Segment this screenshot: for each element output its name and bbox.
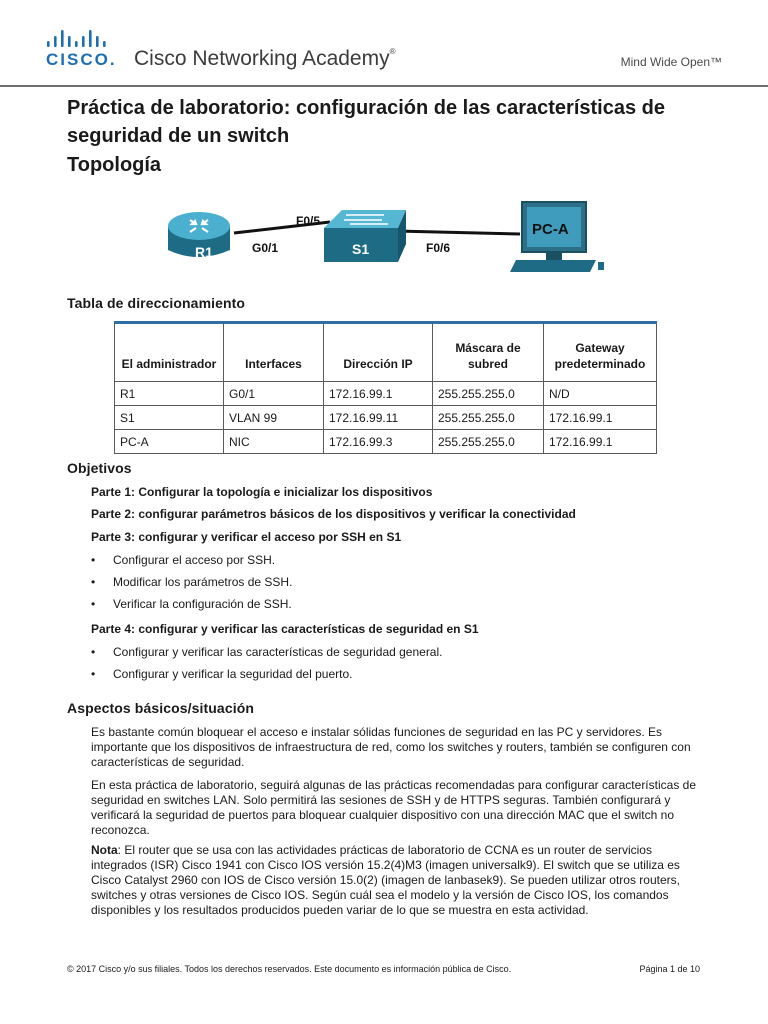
page-title: Práctica de laboratorio: configuración de las características de seguridad de un switch — [67, 97, 665, 147]
objectives-heading: Objetivos — [67, 460, 132, 476]
column-header: Interfaces — [224, 323, 324, 382]
column-header: Gateway predeterminado — [544, 323, 657, 382]
table-cell: PC-A — [115, 430, 224, 454]
list-item: • Modificar los parámetros de SSH. — [91, 575, 293, 589]
page-number: Página 1 de 10 — [639, 964, 700, 974]
bullet-icon: • — [91, 645, 96, 659]
interface-f06-label: F0/6 — [426, 241, 451, 255]
table-cell: NIC — [224, 430, 324, 454]
pca-label: PC-A — [532, 221, 569, 238]
background-paragraph-1: Es bastante común bloquear el acceso e instalar sólidas funciones de seguridad en las PC y servidores. Es importante que los dispositivos de infraestructura de red, como los switches y routers, también se configuren con características de seguridad. — [91, 725, 691, 769]
note-paragraph: Nota: El router que se usa con las actividades prácticas de laboratorio de CCNA es un router de servicios integrados (ISR) Cisco 1941 con Cisco IOS versión 15.2(4)M3 (imagen universalk9). El switch que se utiliza es Cisco Catalyst 2960 con IOS de Cisco versión 15.0(2) (imagen de lanbasek9). Se pueden utilizar otros routers, switches y otras versiones de Cisco IOS. Según cuál sea el modelo y la versión de Cisco IOS, los comandos disponibles y los resultados producidos pueden variar de lo que se muestra en esta actividad. — [91, 843, 680, 917]
table-cell: VLAN 99 — [224, 406, 324, 430]
addressing-table — [114, 321, 657, 454]
table-row — [115, 382, 657, 406]
list-item: • Verificar la configuración de SSH. — [91, 597, 292, 611]
interface-f05-label: F0/5 — [296, 214, 321, 228]
column-header: Dirección IP — [324, 323, 433, 382]
objective-part-1: Parte 1: Configurar la topología e inicializar los dispositivos — [91, 485, 433, 499]
table-row — [115, 406, 657, 430]
table-cell: 172.16.99.1 — [544, 406, 657, 430]
table-header-row — [115, 323, 657, 382]
objective-part-4: Parte 4: configurar y verificar las características de seguridad en S1 — [91, 622, 479, 636]
objective-part-2: Parte 2: configurar parámetros básicos de los dispositivos y verificar la conectividad — [91, 507, 576, 521]
background-heading: Aspectos básicos/situación — [67, 700, 254, 716]
table-cell: 255.255.255.0 — [433, 406, 544, 430]
table-cell: 172.16.99.1 — [324, 382, 433, 406]
list-item: • Configurar y verificar las características de seguridad general. — [91, 645, 443, 659]
bullet-icon: • — [91, 597, 96, 611]
objective-part-3: Parte 3: configurar y verificar el acceso por SSH en S1 — [91, 530, 402, 544]
topology-heading: Topología — [67, 154, 162, 176]
bullet-icon: • — [91, 553, 96, 567]
note-label: Nota — [91, 843, 118, 857]
table-cell: 172.16.99.1 — [544, 430, 657, 454]
cisco-wordmark: CISCO. — [46, 50, 117, 69]
bullet-icon: • — [91, 667, 96, 681]
list-item: • Configurar y verificar la seguridad del puerto. — [91, 667, 353, 681]
table-cell: R1 — [115, 382, 224, 406]
tagline: Mind Wide Open™ — [620, 55, 722, 69]
table-cell: 255.255.255.0 — [433, 382, 544, 406]
cisco-bridge-icon — [46, 28, 116, 50]
interface-g01-label: G0/1 — [252, 241, 279, 255]
header-divider — [0, 85, 768, 87]
table-cell: G0/1 — [224, 382, 324, 406]
column-header: Máscara de subred — [433, 323, 544, 382]
table-cell: 255.255.255.0 — [433, 430, 544, 454]
academy-name: Cisco Networking Academy® — [134, 47, 396, 70]
cisco-logo — [46, 28, 116, 76]
page-header — [0, 0, 768, 88]
copyright-text: © 2017 Cisco y/o sus filiales. Todos los derechos reservados. Este documento es información pública de Cisco. — [67, 964, 512, 974]
addressing-heading: Tabla de direccionamiento — [67, 295, 246, 311]
s1-label: S1 — [352, 241, 370, 257]
bullet-icon: • — [91, 575, 96, 589]
table-cell: N/D — [544, 382, 657, 406]
table-cell: 172.16.99.3 — [324, 430, 433, 454]
list-item: • Configurar el acceso por SSH. — [91, 553, 276, 567]
table-row — [115, 430, 657, 454]
column-header: El administrador — [115, 323, 224, 382]
r1-label: R1 — [195, 244, 213, 260]
background-paragraph-2: En esta práctica de laboratorio, seguirá algunas de las prácticas recomendadas para configurar características de seguridad en switches LAN. Solo permitirá las sesiones de SSH y de HTTPS seguras. También configurará y verificará la seguridad de puertos para bloquear cualquier dispositivo con una dirección MAC que el switch no reconozca. — [91, 778, 696, 837]
topology-diagram — [160, 198, 620, 280]
table-cell: S1 — [115, 406, 224, 430]
table-cell: 172.16.99.11 — [324, 406, 433, 430]
link-s1-pca — [396, 231, 520, 234]
